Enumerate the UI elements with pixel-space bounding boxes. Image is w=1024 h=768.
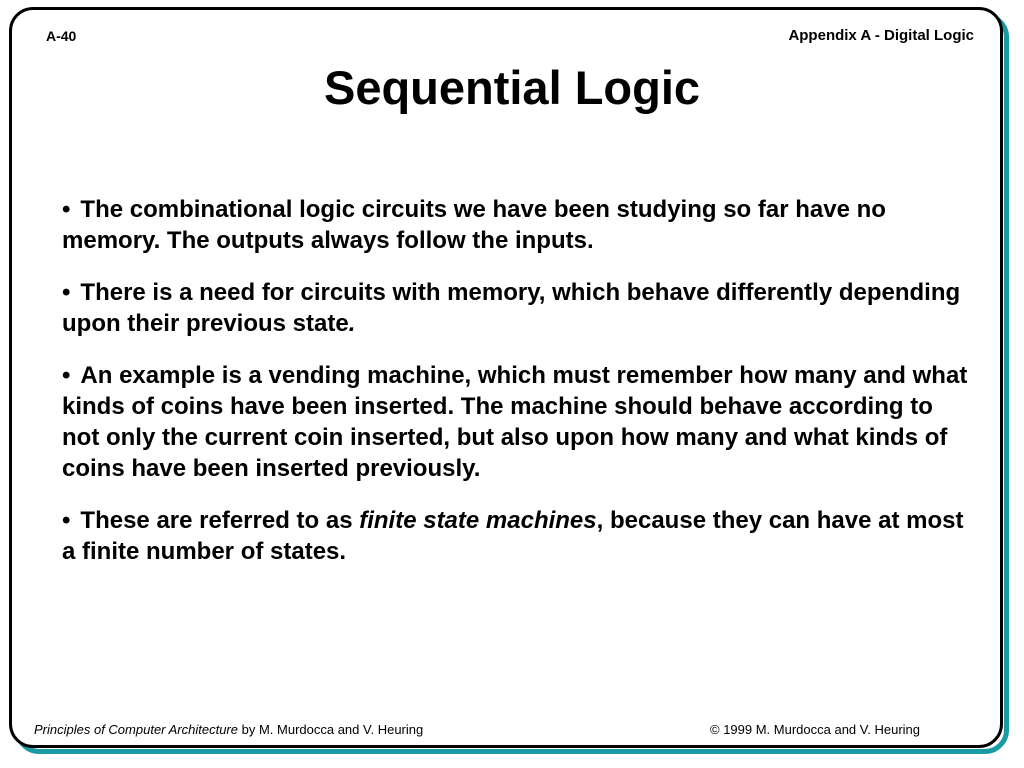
- bullet-item-4: [62, 505, 972, 567]
- footer-authors: by M. Murdocca and V. Heuring: [238, 722, 424, 737]
- bullet-text-before: These are referred to as: [80, 507, 360, 534]
- bullet-marker: •: [62, 279, 71, 306]
- bullet-marker: •: [62, 196, 71, 223]
- bullet-item-2: [62, 277, 972, 339]
- bullet-marker: •: [62, 507, 71, 534]
- page-number: A-40: [46, 28, 77, 44]
- slide-title: Sequential Logic: [323, 61, 701, 114]
- bullet-item-1: [62, 194, 972, 256]
- bullet-item-3: [62, 360, 972, 484]
- bullet-text-after: , because they can have at most a finite number of states.: [62, 507, 964, 565]
- bullet-text: An example is a vending machine, which must remember how many and what kinds of coins have been inserted. The machine should behave according to not only the current coin inserted, but also upon how many and what kinds of coins have been inserted previously.: [62, 362, 968, 482]
- bullet-text: The combinational logic circuits we have been studying so far have no memory. The outputs always follow the inputs.: [62, 196, 886, 254]
- bullet-marker: •: [62, 362, 71, 389]
- bullet-text-emphasis: finite state machines: [359, 507, 597, 534]
- bullet-text-italic-period: .: [348, 310, 356, 337]
- footer-book-credit: [34, 722, 423, 737]
- section-title: Appendix A - Digital Logic: [788, 27, 974, 44]
- bullet-list: [62, 194, 972, 588]
- bullet-text: There is a need for circuits with memory, which behave differently depending upon their previous state: [62, 279, 961, 337]
- footer-copyright: © 1999 M. Murdocca and V. Heuring: [710, 722, 920, 737]
- footer-book-title: Principles of Computer Architecture: [34, 722, 238, 737]
